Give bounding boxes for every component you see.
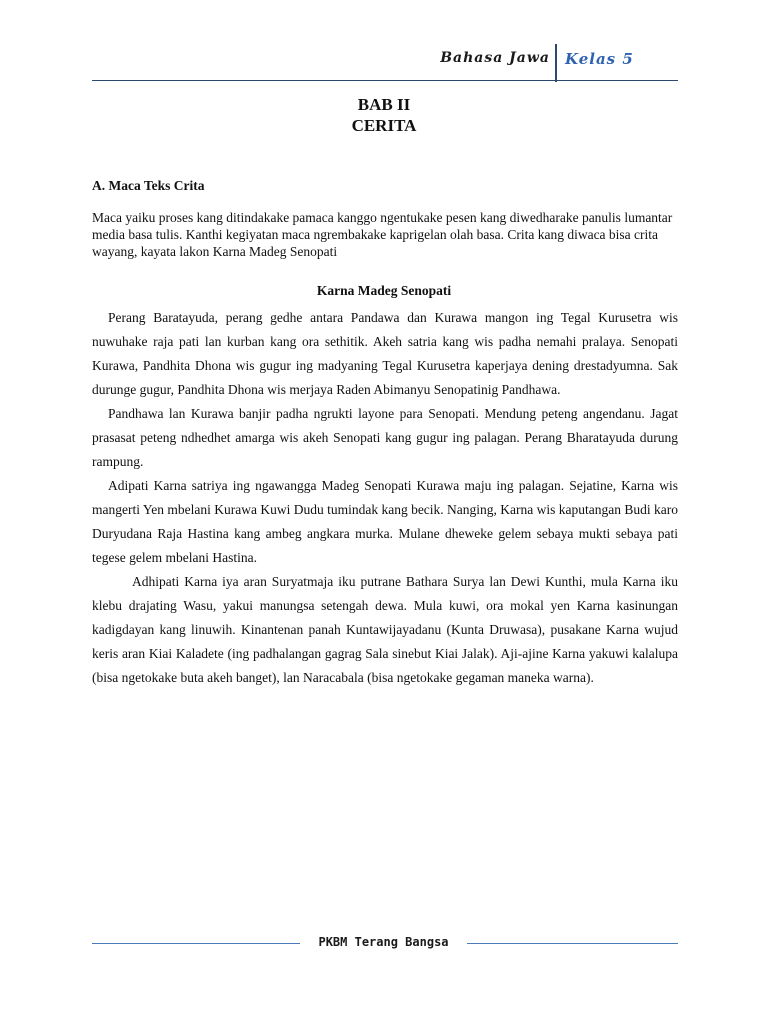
- story-paragraph-4: Adhipati Karna iya aran Suryatmaja iku putrane Bathara Surya lan Dewi Kunthi, mula Karna iku klebu drajating Wasu, yakui manungsa setengah dewa. Mula kuwi, ora mokal yen Karna kasinungan kadigdayan kang linuwih. Kinantenan panah Kuntawijayadanu (Kunta Druwasa), pusakane Karna wujud keris aran Kiai Kaladete (ing padhalangan gagrag Sala sinebut Kiai Jalak). Aji-ajine Karna yakuwi kalalupa (bisa ngetokake buta akeh banget), lan Naracabala (bisa ngetokake gegaman maneka warna).: [92, 574, 678, 685]
- story-body: [92, 306, 678, 690]
- section-intro: Maca yaiku proses kang ditindakake pamaca kanggo ngentukake pesen kang diwedharake panulis lumantar media basa tulis. Kanthi kegiyatan maca ngrembakake kaprigelan olah basa. Crita kang diwaca bisa crita wayang, kayata lakon Karna Madeg Senopati: [92, 210, 673, 259]
- story-paragraph-2: Pandhawa lan Kurawa banjir padha ngrukti layone para Senopati. Mendung peteng angendanu. Jagat prasasat peteng ndhedhet amarga wis akeh Senopati kang gugur ing palagan. Perang Bharatayuda durung rampung.: [92, 406, 678, 469]
- story-title: Karna Madeg Senopati: [316, 283, 452, 298]
- footer-rule-left: [92, 943, 300, 944]
- section-heading: A. Maca Teks Crita: [92, 178, 205, 193]
- footer-text: PKBM Terang Bangsa: [318, 935, 449, 949]
- header-divider: [555, 44, 557, 82]
- story-paragraph-1: Perang Baratayuda, perang gedhe antara Pandawa dan Kurawa mangon ing Tegal Kurusetra wis nuwuhake raja pati lan kurban kang ora sethitik. Akeh satria kang wis padha nemahi pralaya. Senopati Kurawa, Pandhita Dhona wis gugur ing madyaning Tegal Kurusetra kaperjaya dening drestadyumna. Sak durunge gugur, Pandhita Dhona wis merjaya Raden Abimanyu Senopatinig Pandhawa.: [92, 310, 678, 397]
- chapter-number: BAB II: [357, 95, 411, 114]
- header-rule: [92, 80, 678, 81]
- header-subject: Bahasa Jawa: [440, 50, 550, 66]
- story-paragraph-3: Adipati Karna satriya ing ngawangga Madeg Senopati Kurawa maju ing palagan. Sejatine, Karna wis mangerti Yen mbelani Kurawa Kuwi Dudu tumindak kang becik. Nanging, Karna wis kaputangan Budi karo Duryudana Raja Hastina kang ambeg angkara murka. Mulane dheweke gelem sebaya mukti sebaya pati tegese gelem mbelani Hastina.: [92, 478, 678, 565]
- footer-rule-right: [467, 943, 678, 944]
- header-grade: Kelas 5: [565, 50, 634, 68]
- chapter-title: CERITA: [351, 116, 417, 135]
- chapter-title-block: [0, 94, 768, 136]
